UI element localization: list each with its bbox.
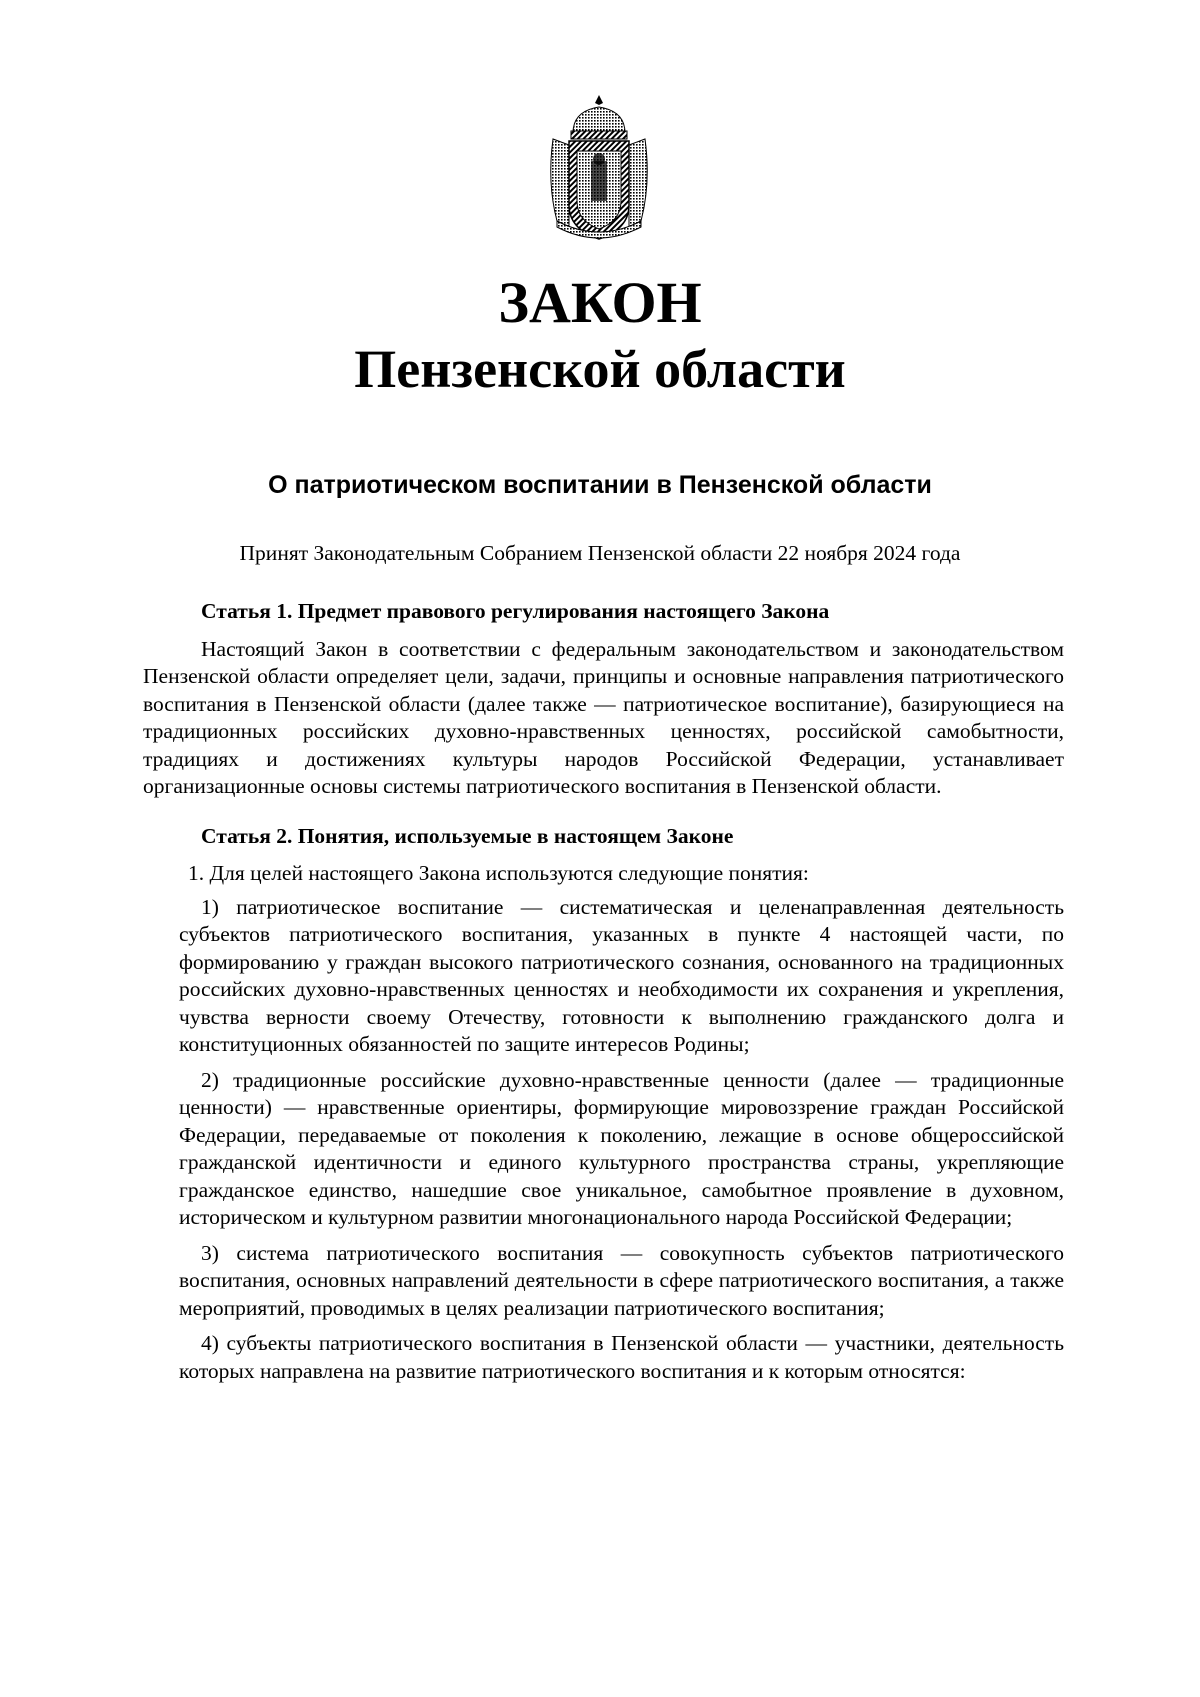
definition-item: 3) система патриотического воспитания — совокупность субъектов патриотического воспитания, основных направлений деятельности в сфере патриотического воспитания, а также мероприятий, проводимых в целях реализации патриотического воспитания; bbox=[179, 1240, 1064, 1320]
article-1-paragraph: Настоящий Закон в соответствии с федеральным законодательством и законодательством Пензенской области определяет цели, задачи, принципы и основные направления патриотического воспитания в Пензенской области (далее также — патриотическое воспитание), базирующиеся на традиционных российских духовно-нравственных ценностях, российской самобытности, традициях и достижениях культуры народов Российской Федерации, устанавливает организационные основы системы патриотического воспитания в Пензенской области. bbox=[143, 636, 1064, 798]
penza-region-coat-of-arms-icon bbox=[543, 93, 655, 243]
law-name: О патриотическом воспитании в Пензенской области bbox=[268, 471, 932, 499]
document-body bbox=[143, 598, 1064, 1393]
article-2-heading: Статья 2. Понятия, используемые в настоящем Законе bbox=[201, 823, 734, 848]
article-2-intro: 1. Для целей настоящего Закона используются следующие понятия: bbox=[188, 861, 809, 885]
definition-item: 4) субъекты патриотического воспитания в Пензенской области — участники, деятельность которых направлена на развитие патриотического воспитания и к которым относятся: bbox=[179, 1331, 1064, 1383]
document-title: ЗАКОН bbox=[498, 270, 702, 335]
document-subtitle: Пензенской области bbox=[354, 339, 846, 399]
adoption-note: Принят Законодательным Собранием Пензенской области 22 ноября 2024 года bbox=[239, 541, 961, 565]
article-1-heading: Статья 1. Предмет правового регулирования настоящего Закона bbox=[201, 599, 830, 623]
definition-item: 1) патриотическое воспитание — систематическая и целенаправленная деятельность субъектов патриотического воспитания, указанных в пункте 4 настоящей части, по формированию у граждан высокого патриотического сознания, основанного на традиционных российских духовно-нравственных ценностях и необходимости их сохранения и укрепления, чувства верности своему Отечеству, готовности к выполнению гражданского долга и конституционных обязанностей по защите интересов Родины; bbox=[179, 894, 1064, 1056]
definition-item: 2) традиционные российские духовно-нравственные ценности (далее — традиционные ценности) — нравственные ориентиры, формирующие мировоззрение граждан Российской Федерации, передаваемые от поколения к поколению, лежащие в основе общероссийской гражданской идентичности и единого культурного пространства страны, укрепляющие гражданское единство, нашедшие свое уникальное, самобытное проявление в духовном, историческом и культурном развитии многонационального народа Российской Федерации; bbox=[179, 1067, 1064, 1229]
